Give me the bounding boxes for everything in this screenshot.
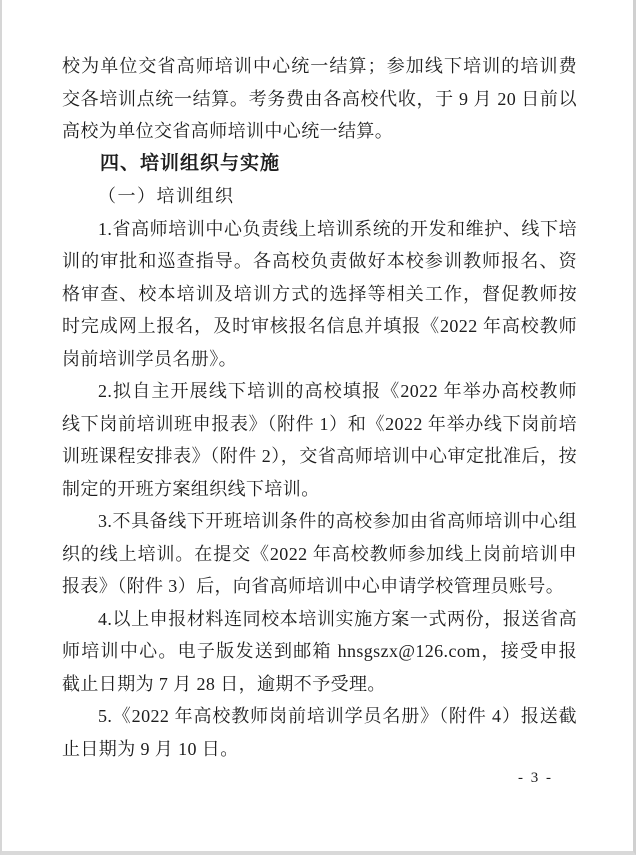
numbered-item-5: 5.《2022 年高校教师岗前培训学员名册》（附件 4）报送截止日期为 9 月 10 日。 — [62, 706, 577, 759]
section-heading: 四、培训组织与实施 — [100, 152, 281, 174]
continuation-paragraph: 校为单位交省高师培训中心统一结算；参加线下培训的培训费交各培训点统一结算。考务费由各高校代收，于 9 月 20 日前以高校为单位交省高师培训中心统一结算。 — [62, 56, 577, 141]
numbered-item-1: 1.省高师培训中心负责线上培训系统的开发和维护、线下培训的审批和巡查指导。各高校负责做好本校参训教师报名、资格审查、校本培训及培训方式的选择等相关工作，督促教师按时完成网上报名，及时审核报名信息并填报《2022 年高校教师岗前培训学员名册》。 — [62, 218, 577, 369]
numbered-item-4: 4.以上申报材料连同校本培训实施方案一式两份，报送省高师培训中心。电子版发送到邮箱 hnsgszx@126.com，接受申报截止日期为 7 月 28 日，逾期不予受理。 — [62, 608, 577, 694]
document-body — [62, 50, 577, 765]
page-number: - 3 - — [518, 770, 553, 786]
numbered-item-3: 3.不具备线下开班培训条件的高校参加由省高师培训中心组织的线上培训。在提交《2022 年高校教师参加线上岗前培训申报表》（附件 3）后，向省高师培训中心申请学校管理员账号。 — [62, 511, 577, 596]
subsection-heading: （一）培训组织 — [98, 186, 235, 206]
numbered-item-2: 2.拟自主开展线下培训的高校填报《2022 年举办高校教师线下岗前培训班申报表》（附件 1）和《2022 年举办线下岗前培训班课程安排表》（附件 2），交省高师培训中心审定批准后，按制定的开班方案组织线下培训。 — [62, 381, 577, 499]
